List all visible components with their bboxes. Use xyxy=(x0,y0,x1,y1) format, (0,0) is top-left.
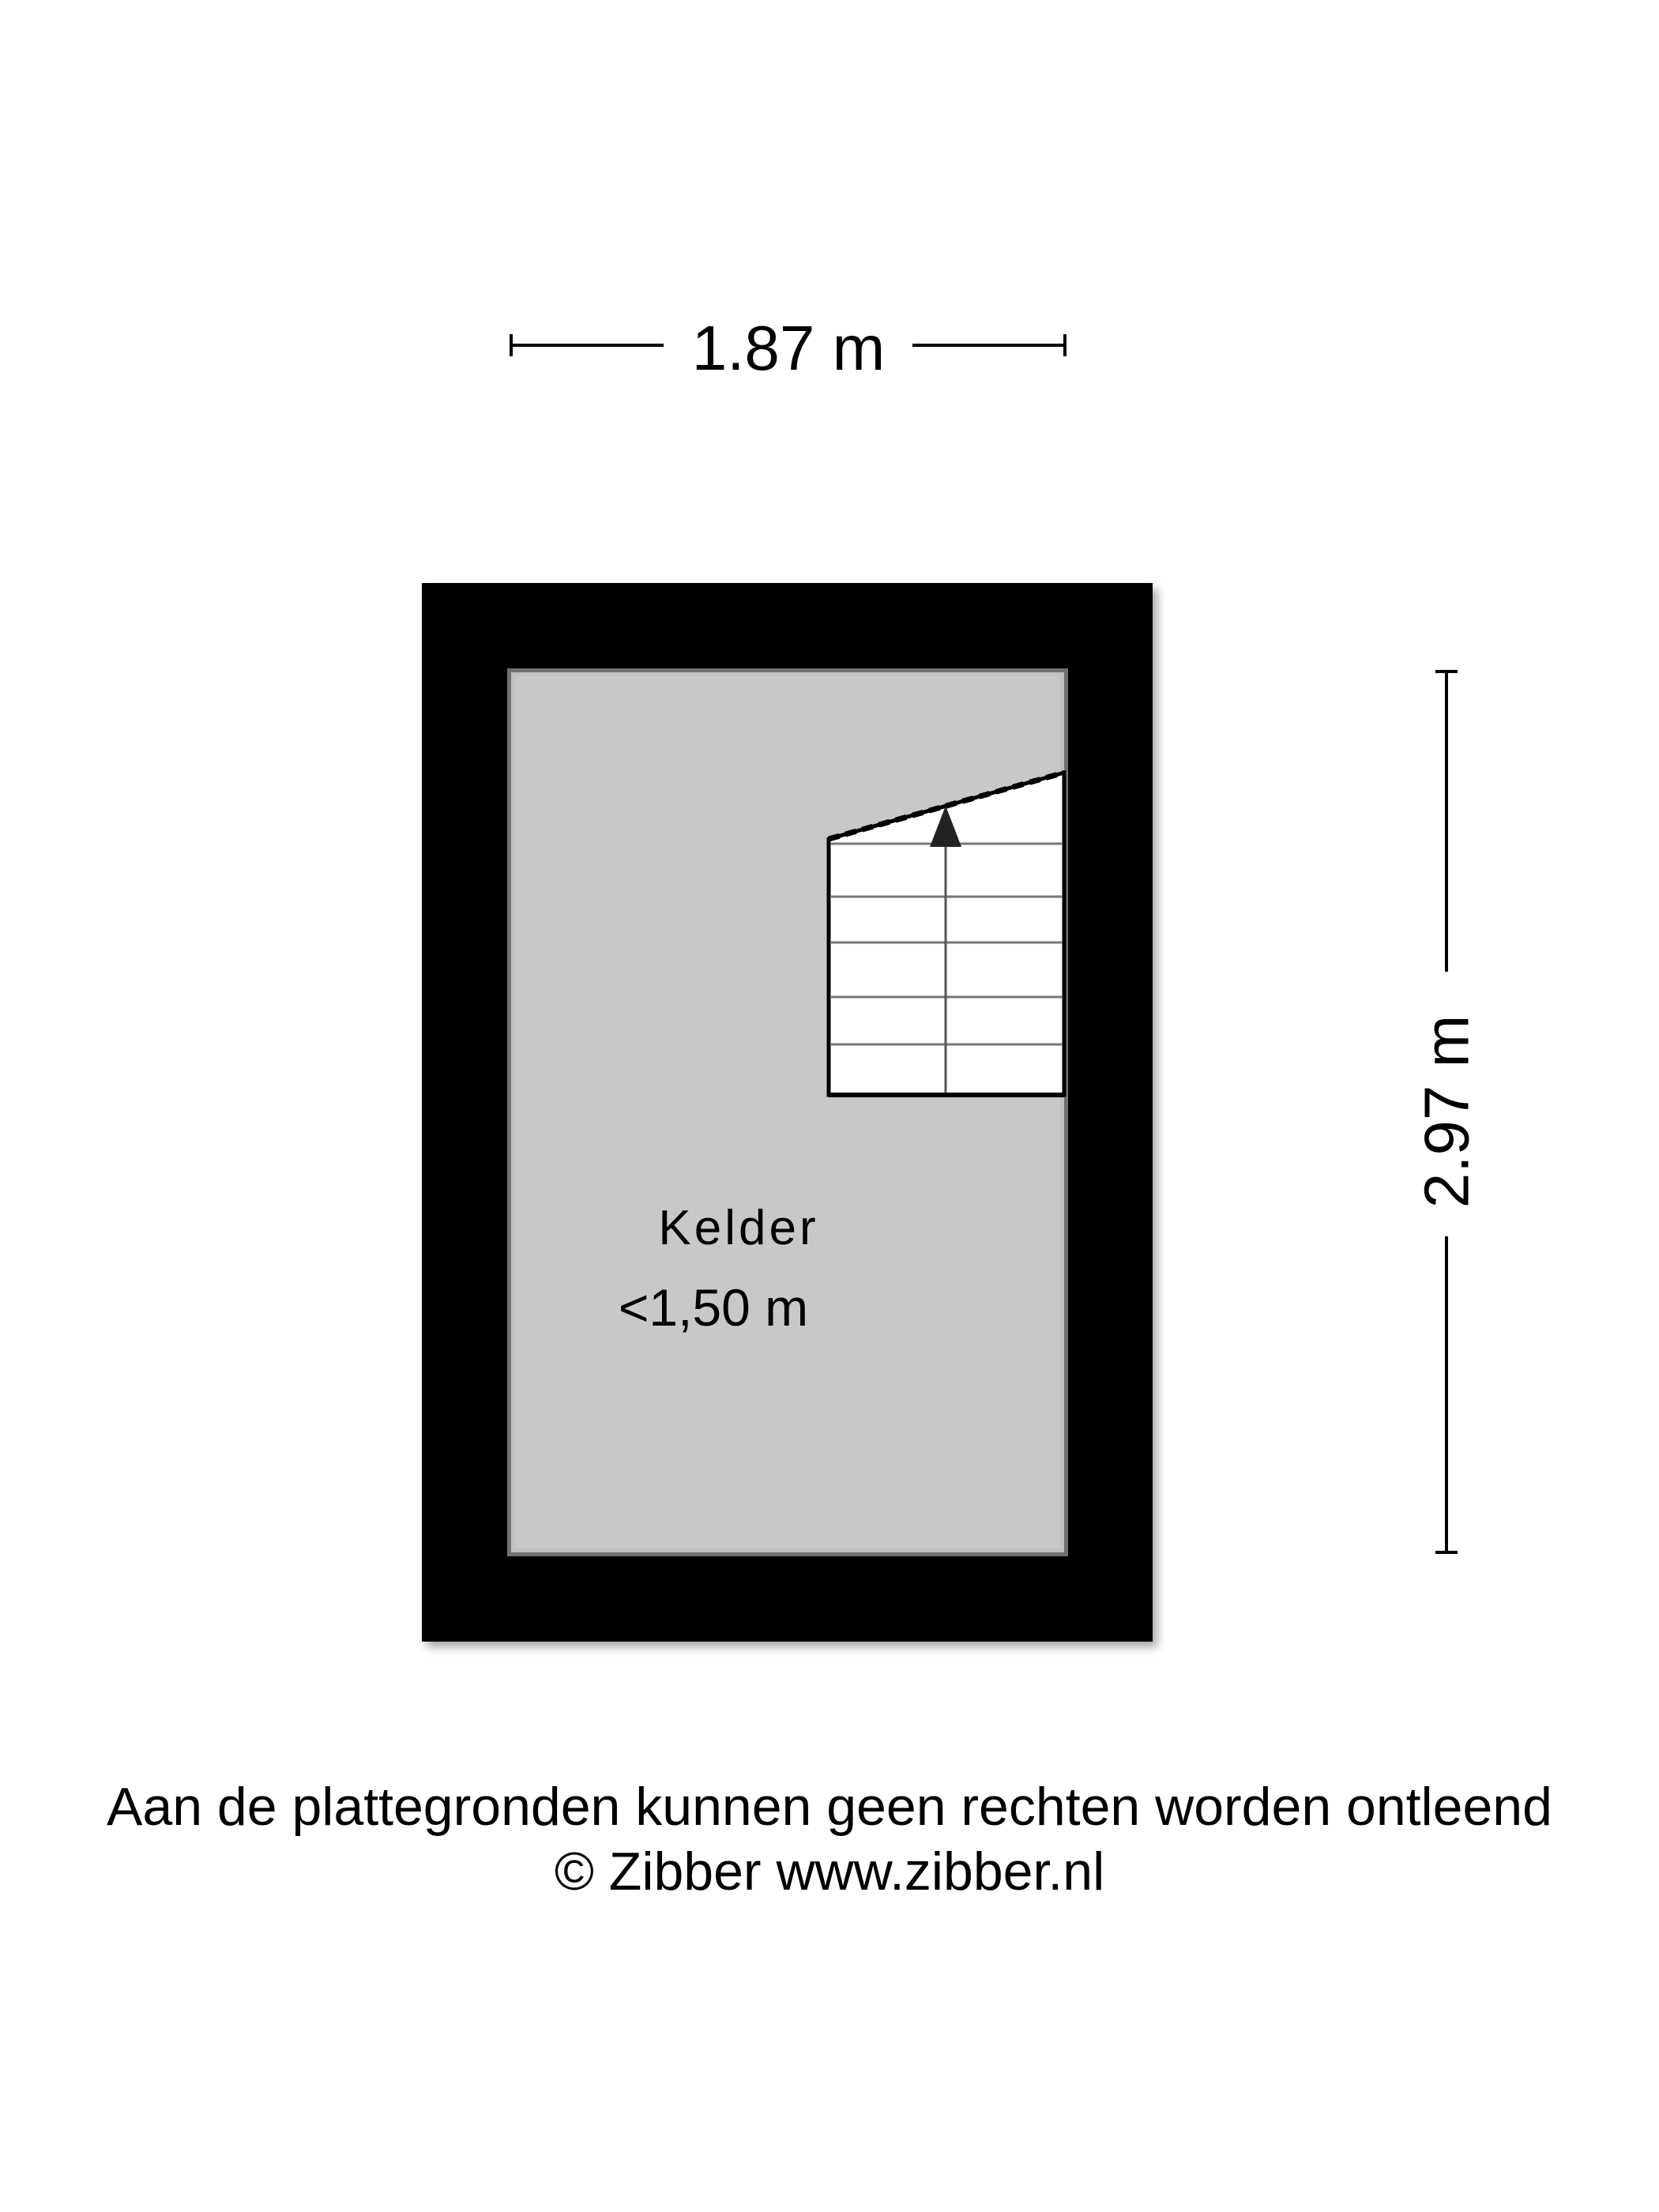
room-height-note: <1,50 m xyxy=(618,1278,809,1337)
room-name: Kelder xyxy=(658,1201,819,1255)
footer-copyright: © Zibber www.zibber.nl xyxy=(554,1841,1105,1902)
height-dimension xyxy=(1412,672,1482,1552)
width-dimension-label: 1.87 m xyxy=(691,313,886,383)
height-dimension-label: 2.97 m xyxy=(1411,1014,1482,1209)
width-dimension xyxy=(511,313,1065,383)
footer-disclaimer: Aan de plattegronden kunnen geen rechten worden ontleend xyxy=(107,1777,1552,1837)
